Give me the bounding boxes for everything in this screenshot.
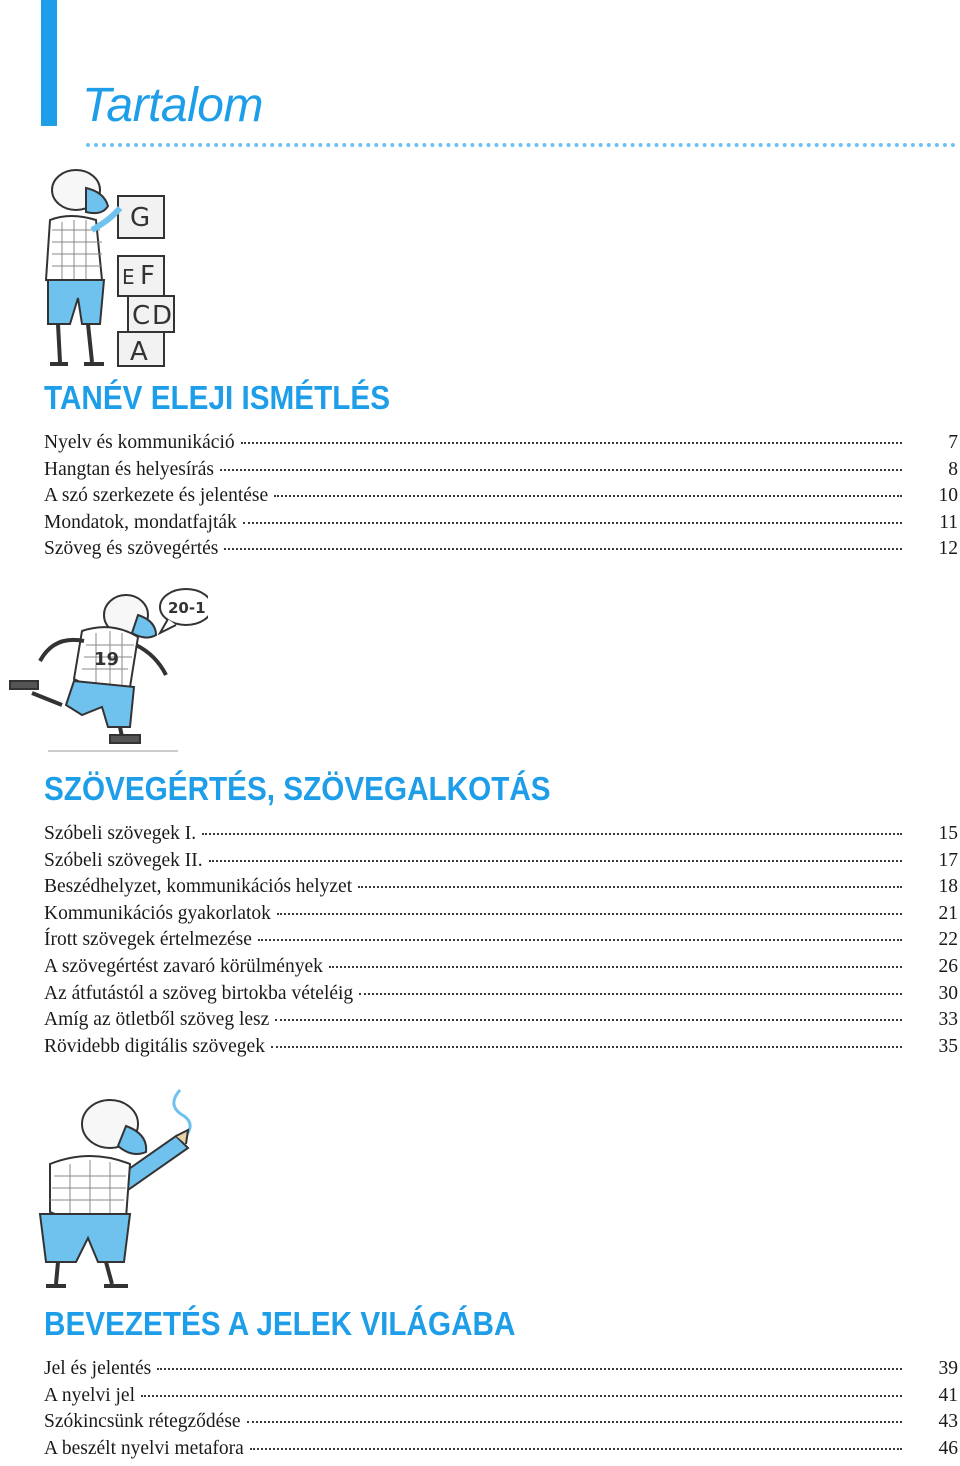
toc-entry [44, 1034, 958, 1061]
toc-entry-page-number: 17 [938, 849, 958, 871]
toc-entry-page-number: 8 [948, 458, 958, 480]
accent-bar [41, 0, 57, 126]
block-letter: E [122, 265, 135, 289]
toc-entry [44, 927, 958, 954]
toc-entry-page-number: 39 [938, 1358, 958, 1379]
dot-leader [359, 993, 902, 995]
toc-entry-page-number: 22 [938, 929, 958, 951]
sheep-with-pencil-illustration [10, 1080, 210, 1295]
block-letter: G [130, 203, 151, 233]
block-letter: D [152, 301, 173, 331]
toc-entry-title: A szövegértést zavaró körülmények [44, 955, 323, 977]
toc-entry-title: Mondatok, mondatfajták [44, 511, 237, 533]
toc-entry-title: Szókincsünk rétegződése [44, 1411, 241, 1433]
dot-leader [271, 1046, 902, 1048]
dot-leader [277, 913, 902, 915]
title-dotted-rule [86, 143, 956, 147]
page-title: Tartalom [82, 79, 263, 132]
toc-entry-page-number: 33 [938, 1009, 958, 1031]
toc-entry [44, 981, 958, 1008]
toc-entry [44, 954, 958, 981]
dot-leader [243, 522, 902, 524]
dot-leader [157, 1368, 902, 1370]
toc-entry-page-number: 11 [939, 511, 958, 533]
dot-leader [358, 886, 902, 888]
section-heading: BEVEZETÉS A JELEK VILÁGÁBA [44, 1305, 516, 1342]
toc-entry [44, 1436, 958, 1463]
toc-entry-title: Hangtan és helyesírás [44, 458, 215, 480]
toc-entry-page-number: 26 [938, 955, 958, 977]
dot-leader [220, 469, 902, 471]
toc-list [44, 821, 958, 1060]
block-letter: C [132, 301, 151, 331]
toc-entry-title: Az átfutástól a szöveg birtokba vételéig [44, 982, 354, 1004]
toc-entry-page-number: 43 [938, 1411, 958, 1433]
toc-entry-title: Szöveg és szövegértés [44, 538, 219, 560]
dot-leader [247, 1421, 902, 1423]
toc-entry [44, 430, 958, 457]
dot-leader [274, 495, 902, 497]
toc-entry-page-number: 15 [938, 823, 958, 844]
speech-bubble-text: 20-1 [168, 599, 206, 617]
section-heading: SZÖVEGÉRTÉS, SZÖVEGALKOTÁS [44, 770, 551, 807]
shirt-number: 19 [94, 649, 120, 670]
dot-leader [209, 860, 902, 862]
toc-entry-page-number: 21 [938, 902, 958, 924]
toc-entry [44, 874, 958, 901]
toc-entry-page-number: 35 [938, 1035, 958, 1057]
dot-leader [224, 548, 902, 550]
toc-entry [44, 483, 958, 510]
section-heading: TANÉV ELEJI ISMÉTLÉS [44, 379, 391, 416]
toc-entry-title: Szóbeli szövegek II. [44, 849, 203, 871]
dot-leader [258, 939, 902, 941]
toc-entry-title: Szóbeli szövegek I. [44, 823, 197, 844]
dot-leader [141, 1395, 902, 1397]
toc-entry-page-number: 12 [938, 538, 958, 560]
toc-entry-title: Amíg az ötletből szöveg lesz [44, 1009, 270, 1031]
toc-entry [44, 821, 958, 848]
skating-sheep-illustration [8, 585, 208, 755]
toc-entry-title: Beszédhelyzet, kommunikációs helyzet [44, 876, 353, 898]
block-letter: F [140, 261, 155, 291]
toc-entry [44, 457, 958, 484]
toc-entry-title: Kommunikációs gyakorlatok [44, 902, 271, 924]
toc-entry-title: A beszélt nyelvi metafora [44, 1437, 244, 1459]
toc-entry [44, 901, 958, 928]
toc-entry-title: A szó szerkezete és jelentése [44, 485, 269, 507]
toc-entry [44, 510, 958, 537]
sheep-with-letter-blocks-illustration [22, 160, 192, 370]
toc-entry [44, 1356, 958, 1383]
toc-entry [44, 848, 958, 875]
toc-entry [44, 536, 958, 563]
block-letter: A [130, 337, 148, 367]
toc-entry-page-number: 7 [948, 432, 958, 453]
toc-entry-page-number: 18 [938, 876, 958, 898]
toc-list [44, 430, 958, 563]
toc-entry [44, 1007, 958, 1034]
toc-entry-title: Jel és jelentés [44, 1358, 152, 1379]
toc-entry-title: Rövidebb digitális szövegek [44, 1035, 265, 1057]
toc-entry-page-number: 30 [938, 982, 958, 1004]
toc-entry [44, 1383, 958, 1410]
dot-leader [202, 833, 902, 835]
toc-entry-title: Írott szövegek értelmezése [44, 929, 252, 951]
dot-leader [250, 1448, 902, 1450]
toc-entry-page-number: 10 [938, 485, 958, 507]
toc-entry [44, 1409, 958, 1436]
dot-leader [241, 442, 902, 444]
toc-entry-page-number: 46 [938, 1437, 958, 1459]
toc-list [44, 1356, 958, 1462]
dot-leader [275, 1019, 902, 1021]
toc-entry-title: Nyelv és kommunikáció [44, 432, 235, 453]
toc-entry-page-number: 41 [938, 1384, 958, 1406]
dot-leader [329, 966, 902, 968]
toc-entry-title: A nyelvi jel [44, 1384, 135, 1406]
